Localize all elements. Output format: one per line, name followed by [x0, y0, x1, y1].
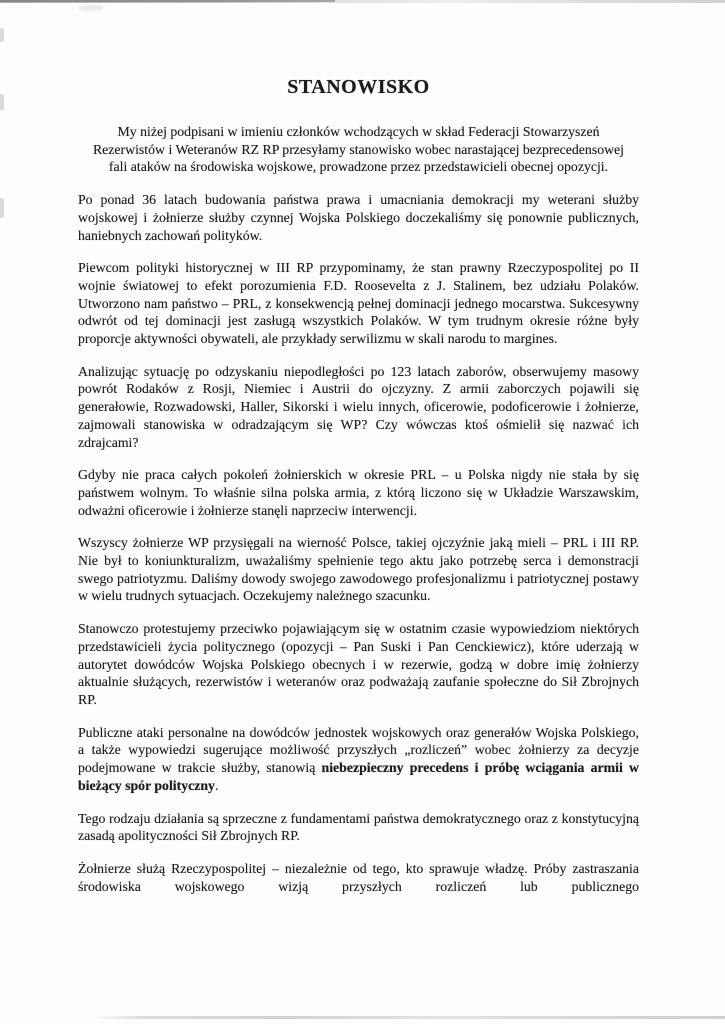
scan-artifact-left-mark	[0, 28, 4, 42]
intro-paragraph: My niżej podpisani w imieniu członków wchodzących w skład Federacji Stowarzyszeń Rezerwistów i Weteranów RZ RP przesyłamy stanowisko wobec narastającej bezprecedensowej fali ataków na środowiska wojskowe, prowadzone przez przedstawicieli obecnej opozycji.	[92, 124, 625, 175]
scan-artifact-smudge	[78, 5, 104, 11]
text-run: Piewcom polityki historycznej w III RP przypominamy, że stan prawny Rzeczypospolitej po II wojnie światowej to efekt porozumienia F.D. Roosevelta z J. Stalinem, bez udziału Polaków. Utworzono nam państwo – PRL, z konsekwencją pełnej dominacji jednego mocarstwa. Sukcesywny odwrót od tej dominacji jest zasługą wszystkich Polaków. W tym trudnym okresie różne były proporcje aktywności obywateli, ale przykłady serwilizmu w skali narodu to margines.	[78, 260, 639, 347]
paragraph-5	[78, 534, 639, 605]
text-run: Stanowczo protestujemy przeciwko pojawiającym się w ostatnim czasie wypowiedziom niektórych przedstawicieli życia politycznego (opozycji – Pan Suski i Pan Cenckiewicz), które uderzają w autorytet dowódców Wojska Polskiego obecnych i w rezerwie, godzą w dobre imię żołnierzy aktualnie służących, rezerwistów i weteranów oraz podważają zaufanie społeczne do Sił Zbrojnych RP.	[78, 621, 639, 707]
scan-artifact-left-mark	[0, 198, 4, 218]
scan-artifact-bottom-edge	[92, 1016, 725, 1019]
paragraph-1	[78, 191, 639, 244]
text-run: Analizując sytuację po odzyskaniu niepodległości po 123 latach zaborów, obserwujemy masowy powrót Rodaków z Rosji, Niemiec i Austrii do ojczyzny. Z armii zaborczych pojawili się generałowie, Rozwadowski, Haller, Sikorski i wielu innych, oficerowie, podoficerowie i żołnierze, zajmowali stanowiska w odradzającym się WP? Czy wówczas ktoś ośmielił się nazwać ich zdrajcami?	[78, 363, 639, 450]
paragraph-2	[78, 259, 639, 348]
text-run: Wszyscy żołnierze WP przysięgali na wierność Polsce, takiej ojczyźnie jaką mieli – PRL i III RP. Nie był to koniunkturalizm, uważaliśmy spełnienie tego aktu jako potrzebę serca i demonstracji swego patriotyzmu. Daliśmy dowody swojego zawodowego profesjonalizmu i patriotycznej postawy w wielu trudnych sytuacjach. Oczekujemy należnego szacunku.	[78, 535, 639, 604]
text-run: .	[214, 777, 219, 793]
text-run: Publiczne ataki personalne na dowódców jednostek wojskowych oraz generałów Wojska Polskiego, a także wypowiedzi sugerujące możliwość przyszłych „rozliczeń” wobec żołnierzy za decyzje podejmowane w trakcie służby, stanowią	[78, 724, 639, 776]
paragraph-3	[78, 363, 639, 452]
document-title: STANOWISKO	[287, 76, 430, 98]
text-run: Gdyby nie praca całych pokoleń żołnierskich w okresie PRL – u Polska nigdy nie stała by się państwem wolnym. To właśnie silna polska armia, z którą liczono się w Układzie Warszawskim, odważni oficerowie i żołnierze stanęli naprzeciw interwencji.	[78, 467, 639, 518]
paragraph-7	[78, 724, 639, 795]
paragraph-8	[78, 810, 639, 845]
document-content	[78, 76, 639, 910]
text-run: Tego rodzaju działania są sprzeczne z fundamentami państwa demokratycznego oraz z konstytucyjną zasadą apolityczności Sił Zbrojnych RP.	[78, 810, 639, 844]
bold-text-run: niebezpieczny precedens i próbę wciągania armii w bieżący spór polityczny	[78, 760, 639, 793]
scan-artifact-top-edge-dark	[0, 0, 335, 2]
paragraph-6	[78, 620, 639, 709]
document-paragraphs	[78, 191, 639, 895]
paragraph-4	[78, 466, 639, 519]
text-run: Po ponad 36 latach budowania państwa prawa i umacniania demokracji my weterani służby wojskowej i żołnierze służby czynnej Wojska Polskiego doczekaliśmy się ponownie publicznych, haniebnych zachowań polityków.	[78, 192, 639, 243]
paragraph-9	[78, 860, 639, 895]
text-run: Żołnierze służą Rzeczypospolitej – niezależnie od tego, kto sprawuje władzę. Próby zastraszania środowiska wojskowego wizją przyszłych rozliczeń lub publicznego	[78, 860, 639, 894]
scan-artifact-left-mark	[0, 94, 4, 110]
